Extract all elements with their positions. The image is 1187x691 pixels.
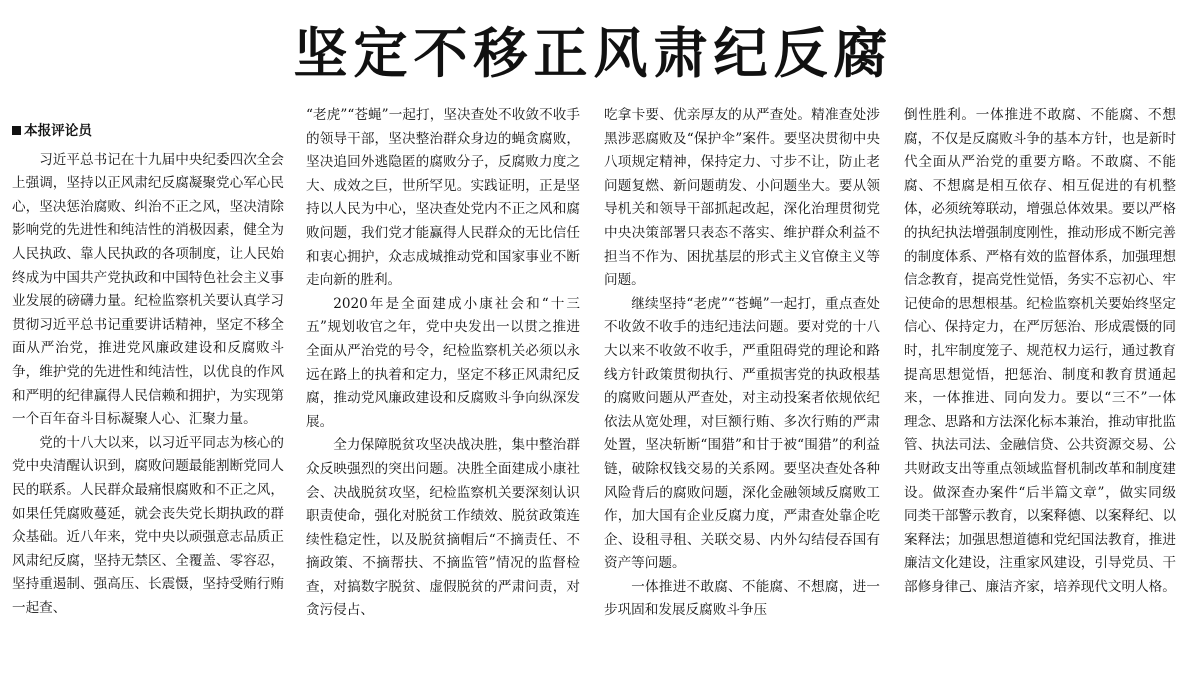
byline: [12, 120, 284, 144]
paragraph: 吃拿卡要、优亲厚友的从严查处。精准查处涉黑涉恶腐败及“保护伞”案件。要坚决贯彻中央八项规定精神，保持定力、寸步不让，防止老问题复燃、新问题萌发、小问题坐大。要从领导机关和领导干部抓起改起，深化治理贯彻党中央决策部署只表态不落实、维护群众利益不担当不作为、困扰基层的形式主义官僚主义等问题。: [604, 107, 880, 289]
column-4-body: [904, 104, 1176, 599]
square-bullet-icon: [12, 126, 21, 135]
column-3-body: [604, 104, 880, 623]
paragraph: 一体推进不敢腐、不能腐、不想腐，进一步巩固和发展反腐败斗争压: [604, 578, 880, 619]
paragraph: 党的十八大以来，以习近平同志为核心的党中央清醒认识到，腐败问题最能割断党同人民的联系。人民群众最痛恨腐败和不正之风，如果任凭腐败蔓延，就会丧失党长期执政的群众基础。近八年来，党中央以顽强意志品质正风肃纪反腐，坚持无禁区、全覆盖、零容忍，坚持重遏制、强高压、长震慑，坚持受贿行贿一起查、: [12, 434, 284, 616]
column-2-body: [306, 104, 580, 623]
paragraph: “老虎”“苍蝇”一起打，坚决查处不收敛不收手的领导干部，坚决整治群众身边的蝇贪腐败，坚决追回外逃隐匿的腐败分子，反腐败力度之大、成效之巨，世所罕见。实践证明，正是坚持以人民为中心，坚决查处党内不正之风和腐败问题，我们党才能赢得人民群众的无比信任和衷心拥护，众志成城推动党和国家事业不断走向新的胜利。: [306, 107, 580, 289]
byline-text: 本报评论员: [24, 123, 92, 139]
column-3: [604, 104, 880, 684]
column-1-body: [12, 149, 284, 621]
paragraph: 全力保障脱贫攻坚决战决胜，集中整治群众反映强烈的突出问题。决胜全面建成小康社会、决战脱贫攻坚，纪检监察机关要深刻认识职责使命，强化对脱贫工作绩效、脱贫政策连续性稳定性，以及脱贫摘帽后“不摘责任、不摘政策、不摘帮扶、不摘监管”情况的监督检查，对搞数字脱贫、虚假脱贫的严肃问责，对贪污侵占、: [306, 437, 580, 619]
paragraph: 2020年是全面建成小康社会和“十三五”规划收官之年，党中央发出一以贯之推进全面从严治党的号令，纪检监察机关必须以永远在路上的执着和定力，坚定不移正风肃纪反腐，推动党风廉政建设和反腐败斗争向纵深发展。: [306, 295, 580, 430]
paragraph: 倒性胜利。一体推进不敢腐、不能腐、不想腐，不仅是反腐败斗争的基本方针，也是新时代全面从严治党的重要方略。不敢腐、不能腐、不想腐是相互依存、相互促进的有机整体，必须统筹联动，增强总体效果。要以严格的执纪执法增强制度刚性，推动形成不断完善的制度体系、严格有效的监督体系，加强理想信念教育，提高党性觉悟，务实不忘初心、牢记使命的思想根基。纪检监察机关要始终坚定信心、保持定力，在严厉惩治、形成震慑的同时，扎牢制度笼子、规范权力运行，通过教育提高思想觉悟，把惩治、制度和教育贯通起来，一体推进、同向发力。要以“三不”一体理念、思路和方法深化标本兼治，推动审批监管、执法司法、金融信贷、公共资源交易、公共财政支出等重点领域监督机制改革和制度建设。做深查办案件“后半篇文章”，做实同级同类干部警示教育，以案释德、以案释纪、以案释法；加强思想道德和党纪国法教育，推进廉洁文化建设，注重家风建设，引导党员、干部修身律己、廉洁齐家，培养现代文明人格。: [904, 107, 1176, 595]
column-4: [904, 104, 1176, 684]
headline: 坚定不移正风肃纪反腐: [293, 22, 894, 85]
column-2: [306, 104, 580, 684]
paragraph: 继续坚持“老虎”“苍蝇”一起打，重点查处不收敛不收手的违纪违法问题。要对党的十八大以来不收敛不收手，严重阻碍党的理论和路线方针政策贯彻执行、严重损害党的执政根基的腐败问题从严查处，对主动投案者依规依纪依法从宽处理，对巨额行贿、多次行贿的严肃处置，坚决斩断“围猎”和甘于被“围猎”的利益链，破除权钱交易的关系网。要坚决查处各种风险背后的腐败问题，深化金融领域反腐败工作，加大国有企业反腐力度，严肃查处靠企吃企、设租寻租、关联交易、内外勾结侵吞国有资产等问题。: [604, 295, 880, 572]
column-1: [12, 104, 284, 684]
paragraph: 习近平总书记在十九届中央纪委四次全会上强调，坚持以正风肃纪反腐凝聚党心军心民心，坚决惩治腐败、纠治不正之风，坚决清除影响党的先进性和纯洁性的消极因素，健全为人民执政、靠人民执政的各项制度，让人民始终成为中国共产党执政和中国特色社会主义事业发展的磅礴力量。纪检监察机关要认真学习贯彻习近平总书记重要讲话精神，坚定不移全面从严治党，推进党风廉政建设和反腐败斗争，维护党的先进性和纯洁性，以优良的作风和严明的纪律赢得人民信赖和拥护，为实现第一个百年奋斗目标凝聚人心、汇聚力量。: [12, 151, 284, 428]
